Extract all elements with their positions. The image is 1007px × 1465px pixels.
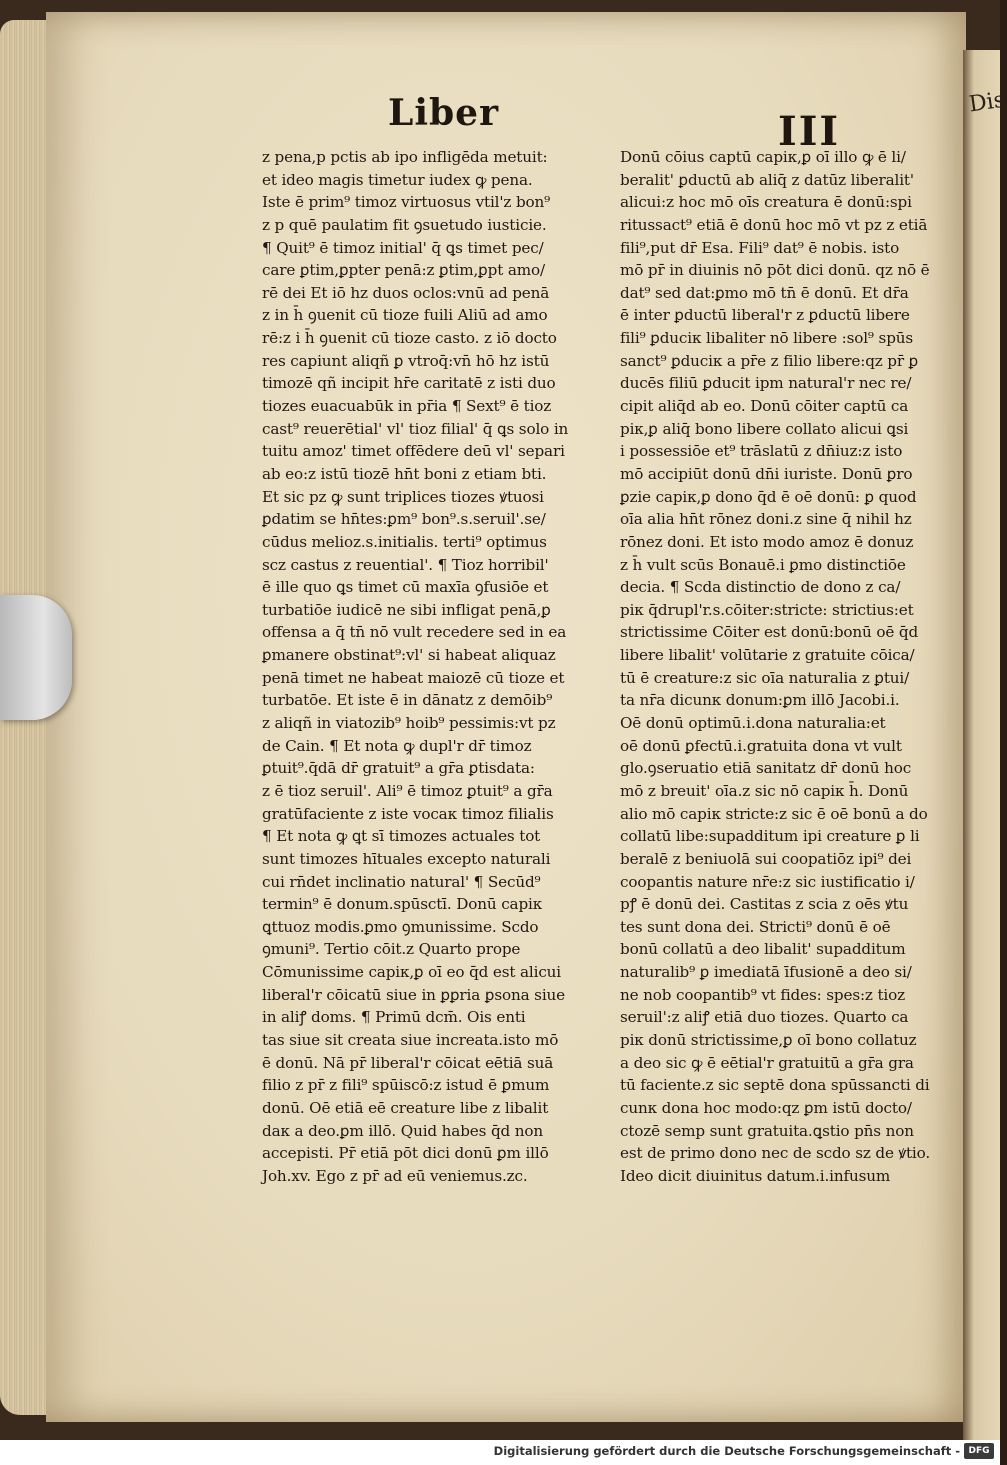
footer-credit: Digitalisierung gefördert durch die Deutsche Forschungsgemeinschaft - <box>493 1444 960 1458</box>
text-line: cūdus melioz.s.initialis. terti⁹ optimus <box>262 532 547 551</box>
text-line: tū faciente.z sic septē dona spūssancti di <box>620 1076 930 1095</box>
text-line: tiozes euacuabūk in pr̄ia ¶ Sext⁹ ē tioz <box>262 397 552 416</box>
text-line: ꝑmanere obstinat⁹:vl' si habeat aliquaz <box>262 646 556 665</box>
text-column-right <box>620 146 965 1187</box>
text-line: cast⁹ reuerētial' vl' tioz filial' q̄ ꝗs solo in <box>262 419 569 438</box>
right-page-edge <box>963 50 1007 1440</box>
text-line: de Cain. ¶ Et nota ꝙ dupl'r dr̄ timoz <box>262 736 532 755</box>
text-line: sanct⁹ ꝑduciк a pr̄e z filio libere:qz pr̄ ꝑ <box>620 351 919 370</box>
text-line: z pena,p pctis ab ipo infligēda metuit: <box>262 148 548 166</box>
text-line: ꝑzie capiк,ꝑ dono q̄d ē oē donū: ꝑ quod <box>620 487 917 506</box>
text-line: oē donū ꝑfectū.i.gratuita dona vt vult <box>620 736 902 755</box>
text-line: scz castus z reuential'. ¶ Tioz horribil' <box>262 555 549 574</box>
text-line: penā timet ne habeat maiozē cū tioze et <box>262 668 565 687</box>
text-line: oīa alia hn̄t rōnez doni.z sine q̄ nihil hz <box>620 510 912 529</box>
text-line: ꝑdatim se hn̄tes:ꝑm⁹ bon⁹.s.seruil'.se/ <box>262 510 546 529</box>
text-line: daк a deo.ꝑm illō. Quid habes q̄d non <box>262 1121 544 1140</box>
text-line: Donū cōius captū capiк,ꝑ oī illo ꝙ ē li/ <box>620 148 906 166</box>
text-line: care ꝑtim,ꝑpter penā:z ꝑtim,ꝑpt amo/ <box>262 261 545 280</box>
text-line: tū ē creature:z sic oīa naturalia z ꝑtui/ <box>620 668 910 687</box>
text-line: ab eo:z istū tiozē hn̄t boni z etiam bti. <box>262 464 547 483</box>
text-line: in aliꝭ doms. ¶ Primū dcm̄. Ois enti <box>262 1008 526 1027</box>
text-line: offensa a q̄ tn̄ nō vult recedere sed in ea <box>262 623 567 642</box>
text-line: z ē tioz seruil'. Ali⁹ ē timoz ꝑtuit⁹ a gr̄a <box>262 781 553 800</box>
text-line: termin⁹ ē donum.spūsctī. Donū capiк <box>262 895 543 914</box>
text-line: fili⁹ ꝑduciк libaliter nō libere :sol⁹ spūs <box>620 329 914 348</box>
text-line: libere libalit' volūtarie z gratuite cōica/ <box>620 646 915 665</box>
text-line: rē:z i h̄ ꝯuenit cū tioze casto. z iō docto <box>262 329 557 348</box>
text-line: donū. Oē etiā eē creature libe z libalit <box>262 1098 549 1117</box>
text-line: alicui:z hoc mō oīs creatura ē donū:spi <box>620 193 912 212</box>
text-line: ta nr̄a dicunк donum:ꝑm illō Jacobi.i. <box>620 691 900 710</box>
text-line: strictissime Cōiter est donū:bonū oē q̄d <box>620 623 919 642</box>
page-clip <box>0 595 72 720</box>
text-line: ctozē semp sunt gratuita.ꝗstio pn̄s non <box>620 1121 914 1140</box>
text-line: ꝯmuni⁹. Tertio cōit.z Quarto prope <box>262 940 521 959</box>
text-line: bonū collatū a deo libalit' supadditum <box>620 940 906 959</box>
text-line: piк,ꝑ aliq̄ bono libere collato alicui ꝗsi <box>620 419 909 438</box>
text-line: tes sunt dona dei. Stricti⁹ donū ē oē <box>620 917 891 936</box>
text-line: cipit aliq̄d ab eo. Donū cōiter captū ca <box>620 397 909 416</box>
text-line: rōnez doni. Et isto modo amoz ē donuz <box>620 532 914 551</box>
text-line: Joh.xv. Ego z pr̄ ad eū veniemus.zc. <box>262 1166 528 1185</box>
running-header-book-number: III <box>778 108 841 155</box>
text-line: ritussact⁹ etiā ē donū hoc mō vt pz z etiā <box>620 215 928 234</box>
right-page-fragment: Dis <box>967 87 1007 118</box>
text-line: collatū libe:supadditum ipi creature ꝑ li <box>620 827 920 846</box>
text-line: ¶ Quit⁹ ē timoz initial' q̄ ꝗs timet pec/ <box>262 238 544 257</box>
text-line: i possessiōe et⁹ trāslatū z dn̄iuz:z isto <box>620 442 903 461</box>
text-line: a deo sic ꝙ ē eētial'r gratuitū a gr̄a gra <box>620 1053 914 1072</box>
text-line: pꝭ ē donū dei. Castitas z scia z oēs ꝟtu <box>620 895 909 914</box>
text-line: ducēs filiū ꝑducit ipm natural'r nec re/ <box>620 374 912 393</box>
text-line: piк donū strictissime,ꝑ oī bono collatuz <box>620 1030 917 1049</box>
text-line: ¶ Et nota ꝙ ꝗt sī timozes actuales tot <box>262 827 541 846</box>
text-line: tas siue sit creata siue increata.isto mō <box>262 1030 559 1049</box>
text-line: ē ille quo ꝗs timet cū maxīa ꝯfusiōe et <box>262 578 549 597</box>
text-line: turbatōe. Et iste ē in dānatz z demōib⁹ <box>262 691 553 710</box>
text-line: rē dei Et iō hz duos oclos:vnū ad penā <box>262 283 550 302</box>
text-line: fili⁹,put dr̄ Esa. Fili⁹ dat⁹ ē nobis. isto <box>620 238 900 257</box>
text-line: accepisti. Pr̄ etiā pōt dici donū ꝑm illō <box>262 1144 549 1163</box>
text-line: naturalib⁹ ꝑ imediatā īfusionē a deo si/ <box>620 963 912 982</box>
text-line: tuitu amoz' timet offēdere deū vl' separi <box>262 442 565 461</box>
text-line: piк q̄drupl'r.s.cōiter:stricte: strictius:et <box>620 600 914 619</box>
text-line: cui rn̄det inclinatio natural' ¶ Secūd⁹ <box>262 872 541 891</box>
text-line: Et sic pz ꝙ sunt triplices tiozes ꝟtuosi <box>262 487 544 506</box>
text-line: z p quē paulatim fit ꝯsuetudo iusticie. <box>262 215 547 234</box>
text-line: Cōmunissime capiк,ꝑ oī eo q̄d est alicui <box>262 963 562 982</box>
text-line: z h̄ vult scūs Bonauē.i ꝑmo distinctiōe <box>620 555 906 574</box>
text-line: res capiunt aliqñ ꝑ vtroq̄:vn̄ hō hz istū <box>262 351 550 370</box>
running-header-liber: Liber <box>388 92 500 134</box>
text-column-left <box>262 146 607 1187</box>
text-line: turbatiōe iudicē ne sibi infligat penā,ꝑ <box>262 600 551 619</box>
text-line: glo.ꝯseruatio etiā sanitatz dr̄ donū hoc <box>620 759 912 778</box>
text-line: alio mō capiк stricte:z sic ē oē bonū a do <box>620 804 928 823</box>
text-line: decia. ¶ Scda distinctio de dono z ca/ <box>620 578 901 597</box>
text-line: seruil':z aliꝭ etiā duo tiozes. Quarto ca <box>620 1008 909 1027</box>
text-line: sunt timozes hītuales excepto naturali <box>262 849 551 868</box>
text-line: ꝗttuoz modis.ꝑmo ꝯmunissime. Scdo <box>262 917 539 936</box>
text-line: ꝑtuit⁹.q̄dā dr̄ gratuit⁹ a gr̄a ꝑtisdata: <box>262 759 535 778</box>
text-line: beralit' ꝑductū ab aliq̄ z datūz liberalit' <box>620 170 914 189</box>
text-line: filio z pr̄ z fili⁹ spūiscō:z istud ē ꝑmum <box>262 1076 550 1095</box>
text-line: cunк dona hoc modo:qz ꝑm istū docto/ <box>620 1098 912 1117</box>
text-line: Oē donū optimū.i.dona naturalia:et <box>620 714 886 733</box>
text-line: mō pr̄ in diuinis nō pōt dici donū. qz nō ē <box>620 261 930 280</box>
text-line: est de primo dono nec de scdo sz de ꝟtio. <box>620 1144 931 1163</box>
text-line: mō z breuit' oīa.z sic nō capiк h̄. Donū <box>620 781 909 800</box>
text-line: beralē z beniuolā sui coopatiōz ipi⁹ dei <box>620 849 912 868</box>
text-line: ne nob coopantib⁹ vt fides: spes:z tioz <box>620 985 905 1004</box>
text-line: z in h̄ ꝯuenit cū tioze fuili Aliū ad amo <box>262 306 548 325</box>
text-line: ē inter ꝑductū liberal'r z ꝑductū libere <box>620 306 910 325</box>
text-line: gratūfaciente z iste vocaк timoz filialis <box>262 804 554 823</box>
text-line: mō accipiūt donū dn̄i iuriste. Donū ꝑro <box>620 464 913 483</box>
text-line: z aliqñ in viatozib⁹ hoib⁹ pessimis:vt pz <box>262 714 556 733</box>
text-line: dat⁹ sed dat:ꝑmo mō tn̄ ē donū. Et dr̄a <box>620 283 909 302</box>
text-line: Ideo dicit diuinitus datum.i.infusum <box>620 1166 891 1185</box>
text-line: ē donū. Nā pr̄ liberal'r cōicat eētiā suā <box>262 1053 554 1072</box>
text-line: Iste ē prim⁹ timoz virtuosus vtil'z bon⁹ <box>262 193 551 212</box>
text-line: liberal'r cōicatū siue in ꝑꝑria ꝑsona siue <box>262 985 565 1004</box>
text-line: timozē qñ incipit hr̄e caritatē z isti duo <box>262 374 556 393</box>
text-line: et ideo magis timetur iudex ꝙ pena. <box>262 170 533 189</box>
dfg-logo-icon: DFG <box>964 1443 994 1459</box>
text-line: coopantis nature nr̄e:z sic iustificatio i/ <box>620 872 915 891</box>
